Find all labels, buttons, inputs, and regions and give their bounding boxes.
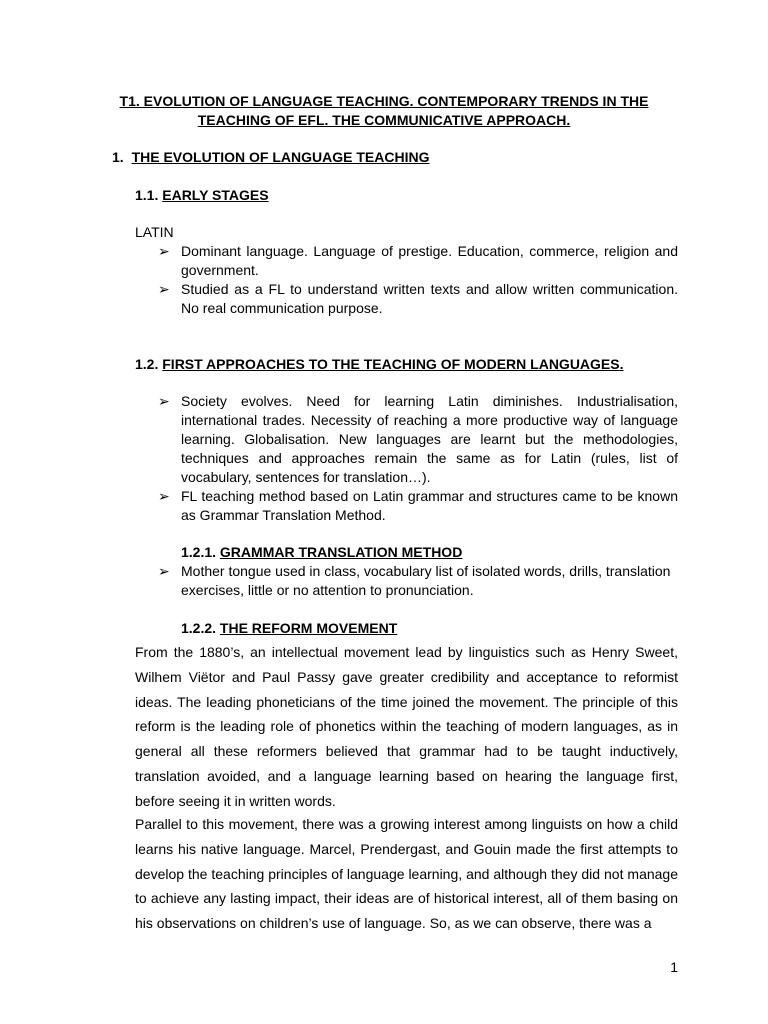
list-item <box>158 242 678 280</box>
list-item-text: Dominant language. Language of prestige. Education, commerce, religion and government. <box>181 243 678 278</box>
bullet-arrow-icon: ➢ <box>158 281 170 297</box>
latin-label: LATIN <box>135 224 174 240</box>
list-item-text: Studied as a FL to understand written texts and allow written communication. No real communication purpose. <box>181 281 678 316</box>
title-line-2: TEACHING OF EFL. THE COMMUNICATIVE APPROACH. <box>197 112 571 128</box>
list-item <box>158 392 678 487</box>
document-title <box>100 92 668 130</box>
list-item-text: Mother tongue used in class, vocabulary list of isolated words, drills, translation exercises, little or no attention to pronunciation. <box>181 563 671 598</box>
section-1-number: 1. <box>112 149 124 165</box>
body-paragraph: Parallel to this movement, there was a growing interest among linguists on how a child learns his native language. Marcel, Prendergast, and Gouin made the first attempts to develop the teaching principles of language learning, and although they did not manage to achieve any lasting impact, their ideas are of historical interest, all of them basing on his observations on children’s use of language. So, as we can observe, there was a <box>135 816 678 932</box>
subsection-1-1-number: 1.1. <box>135 187 159 203</box>
subsection-1-2-1-number: 1.2.1. <box>181 544 217 560</box>
subsection-1-2-2-number: 1.2.2. <box>181 620 217 636</box>
subsection-1-2-number: 1.2. <box>135 356 159 372</box>
subsection-1-1-title: EARLY STAGES <box>162 187 269 203</box>
subsection-1-2-1-heading <box>181 543 462 562</box>
list-item <box>158 562 678 600</box>
bullet-arrow-icon: ➢ <box>158 243 170 259</box>
list-item <box>158 280 678 318</box>
list-item <box>158 487 678 525</box>
section-1-heading <box>112 148 429 167</box>
body-paragraph: From the 1880’s, an intellectual movement lead by linguistics such as Henry Sweet, Wilhem Viëtor and Paul Passy gave greater credibility and acceptance to reformist ideas. The leading phoneticians of the time joined the movement. The principle of this reform is the leading role of phonetics within the teaching of modern languages, as in general all these reformers believed that grammar had to be taught inductively, translation avoided, and a language learning based on hearing the language first, before seeing it in written words. <box>135 644 678 809</box>
subsection-1-1-heading <box>135 186 269 205</box>
subsection-1-2-2-heading <box>181 619 397 638</box>
bullet-arrow-icon: ➢ <box>158 393 170 409</box>
subsection-1-2-title: FIRST APPROACHES TO THE TEACHING OF MODERN LANGUAGES. <box>162 356 624 372</box>
bullet-arrow-icon: ➢ <box>158 563 170 579</box>
subsection-1-2-1-title: GRAMMAR TRANSLATION METHOD <box>219 544 463 560</box>
bullet-arrow-icon: ➢ <box>158 488 170 504</box>
subsection-1-2-heading <box>135 355 624 374</box>
list-item-text: Society evolves. Need for learning Latin diminishes. Industrialisation, international trades. Necessity of reaching a more productive way of language learning. Globalisation. New languages are learnt but the methodologies, techniques and approaches remain the same as for Latin (rules, list of vocabulary, sentences for translation…). <box>181 393 678 485</box>
page-number: 1 <box>670 959 678 975</box>
title-line-1: T1. EVOLUTION OF LANGUAGE TEACHING. CONTEMPORARY TRENDS IN THE <box>119 93 649 109</box>
section-1-title: THE EVOLUTION OF LANGUAGE TEACHING <box>131 149 430 165</box>
subsection-1-2-2-title: THE REFORM MOVEMENT <box>219 620 398 636</box>
list-item-text: FL teaching method based on Latin grammar and structures came to be known as Grammar Translation Method. <box>181 488 678 523</box>
